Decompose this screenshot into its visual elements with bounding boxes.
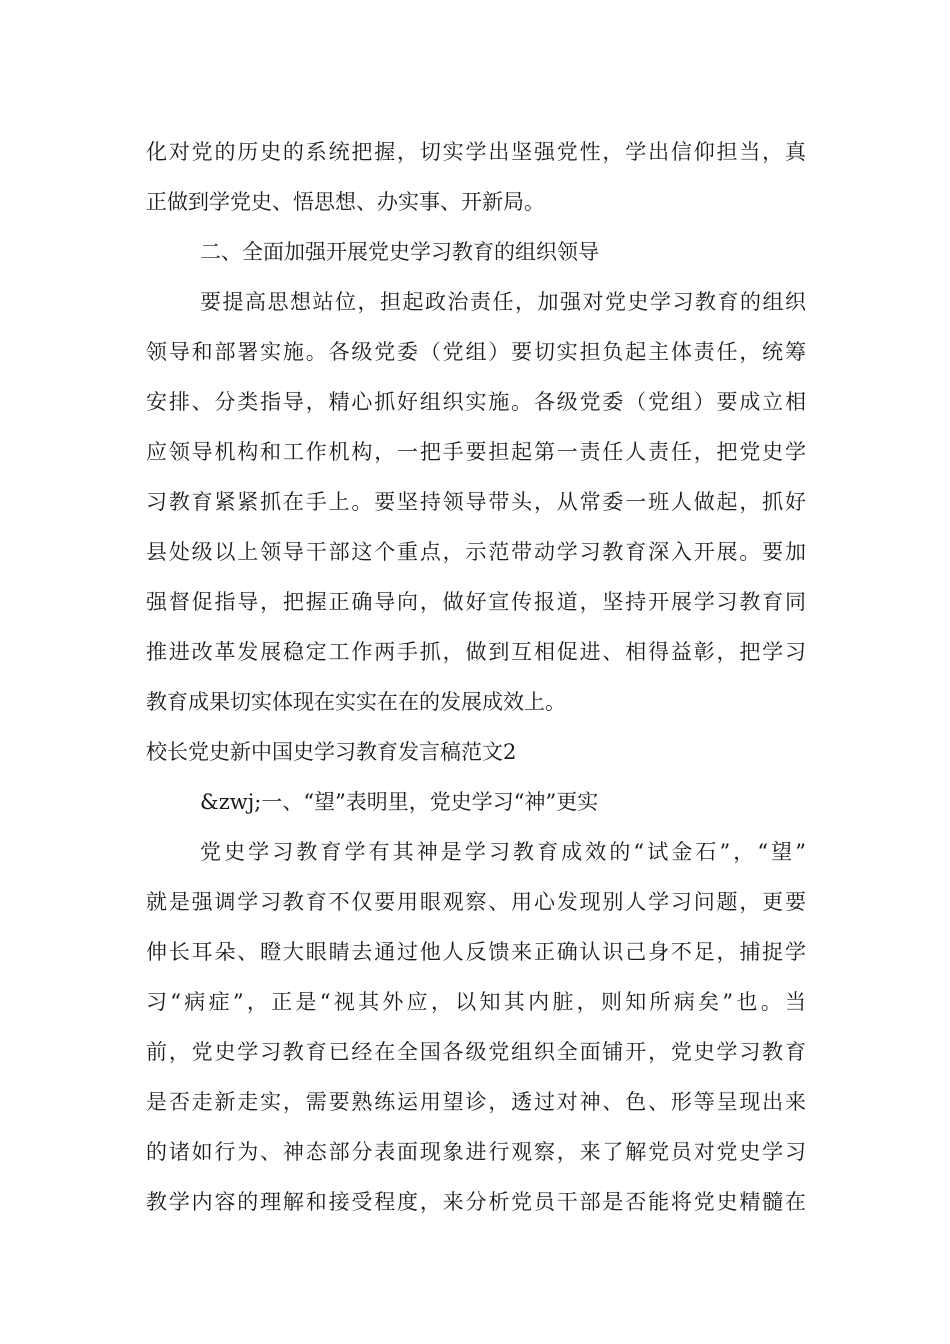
paragraph-line: 教育成果切实体现在实实在在的发展成效上。 <box>146 690 566 714</box>
document-title: 校长党史新中国史学习教育发言稿范文2 <box>146 740 517 764</box>
paragraph-line: 党史学习教育学有其神是学习教育成效的“试金石”，“望” <box>200 840 806 864</box>
paragraph-line: 要提高思想站位，担起政治责任，加强对党史学习教育的组织 <box>200 290 806 314</box>
paragraph-line: 是否走新走实，需要熟练运用望诊，透过对神、色、形等呈现出来 <box>146 1090 806 1114</box>
paragraph-line: 推进改革发展稳定工作两手抓，做到互相促进、相得益彰，把学习 <box>146 640 806 664</box>
paragraph-line: 就是强调学习教育不仅要用眼观察、用心发现别人学习问题，更要 <box>146 890 806 914</box>
section-heading: &zwj;一、“望”表明里，党史学习“神”更实 <box>200 790 599 814</box>
paragraph-line: 伸长耳朵、瞪大眼睛去通过他人反馈来正确认识己身不足，捕捉学 <box>146 940 806 964</box>
paragraph-line: 应领导机构和工作机构，一把手要担起第一责任人责任，把党史学 <box>146 440 806 464</box>
paragraph-line: 前，党史学习教育已经在全国各级党组织全面铺开，党史学习教育 <box>146 1040 806 1064</box>
paragraph-line: 习“病症”，正是“视其外应，以知其内脏，则知所病矣”也。当 <box>146 990 806 1014</box>
paragraph-line: 强督促指导，把握正确导向，做好宣传报道，坚持开展学习教育同 <box>146 590 806 614</box>
section-heading: 二、全面加强开展党史学习教育的组织领导 <box>200 240 599 264</box>
paragraph-line: 化对党的历史的系统把握，切实学出坚强党性，学出信仰担当，真 <box>146 140 806 164</box>
paragraph-line: 教学内容的理解和接受程度，来分析党员干部是否能将党史精髓在 <box>146 1190 806 1214</box>
paragraph-line: 的诸如行为、神态部分表面现象进行观察，来了解党员对党史学习 <box>146 1140 806 1164</box>
paragraph-line: 县处级以上领导干部这个重点，示范带动学习教育深入开展。要加 <box>146 540 806 564</box>
paragraph-line: 领导和部署实施。各级党委（党组）要切实担负起主体责任，统筹 <box>146 340 806 364</box>
paragraph-line: 习教育紧紧抓在手上。要坚持领导带头，从常委一班人做起，抓好 <box>146 490 806 514</box>
paragraph-line: 正做到学党史、悟思想、办实事、开新局。 <box>146 190 545 214</box>
paragraph-line: 安排、分类指导，精心抓好组织实施。各级党委（党组）要成立相 <box>146 390 806 414</box>
